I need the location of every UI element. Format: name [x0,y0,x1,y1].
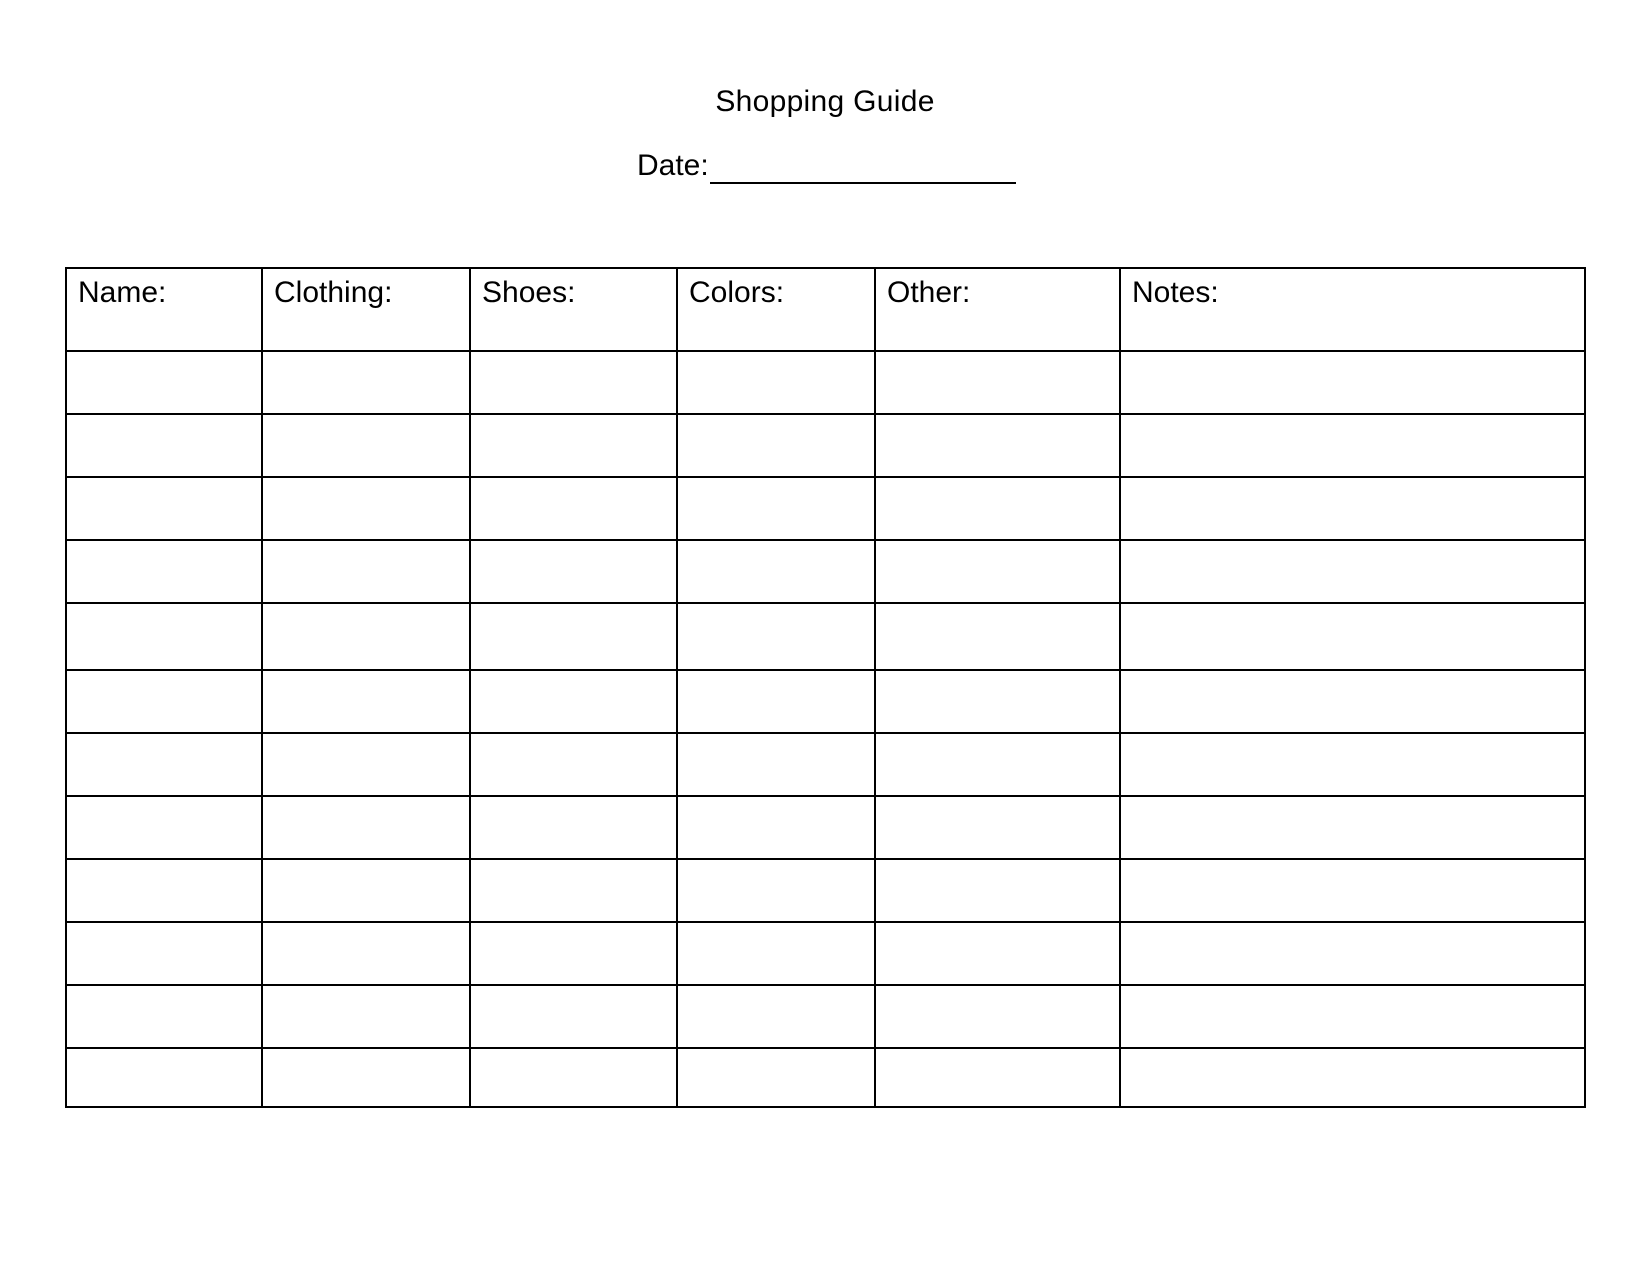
table-cell[interactable] [262,351,470,414]
column-header-colors [677,268,875,351]
table-cell[interactable] [875,796,1120,859]
table-cell[interactable] [262,796,470,859]
table-cell[interactable] [677,985,875,1048]
table-cell[interactable] [1120,603,1585,670]
table-cell[interactable] [470,859,677,922]
table-cell[interactable] [677,414,875,477]
table-row [66,796,1585,859]
table-cell[interactable] [66,859,262,922]
table-cell[interactable] [262,733,470,796]
table-cell[interactable] [66,670,262,733]
table-cell[interactable] [1120,859,1585,922]
table-cell[interactable] [66,477,262,540]
table-cell[interactable] [262,540,470,603]
date-blank-line[interactable] [710,152,1016,184]
table-cell[interactable] [470,477,677,540]
table-cell[interactable] [1120,985,1585,1048]
table-cell[interactable] [66,733,262,796]
column-header-label: Shoes: [482,276,576,309]
table-cell[interactable] [677,796,875,859]
table-cell[interactable] [677,670,875,733]
table-cell[interactable] [677,733,875,796]
table-cell[interactable] [1120,414,1585,477]
table-row [66,670,1585,733]
column-header-notes [1120,268,1585,351]
table-row [66,1048,1585,1107]
table-cell[interactable] [66,1048,262,1107]
table-cell[interactable] [875,603,1120,670]
table-cell[interactable] [677,477,875,540]
table-cell[interactable] [677,859,875,922]
table-cell[interactable] [262,414,470,477]
table-cell[interactable] [262,1048,470,1107]
table-cell[interactable] [262,922,470,985]
table-cell[interactable] [470,922,677,985]
table-cell[interactable] [470,351,677,414]
table-row [66,351,1585,414]
table-cell[interactable] [66,922,262,985]
table-row [66,733,1585,796]
table-cell[interactable] [1120,733,1585,796]
table-row [66,859,1585,922]
table-row [66,477,1585,540]
column-header-label: Notes: [1132,276,1219,309]
table-cell[interactable] [677,540,875,603]
table-row [66,540,1585,603]
table-cell[interactable] [66,351,262,414]
table-cell[interactable] [875,1048,1120,1107]
column-header-shoes [470,268,677,351]
table-cell[interactable] [1120,477,1585,540]
header-row [66,268,1585,351]
table-cell[interactable] [875,670,1120,733]
table-cell[interactable] [875,477,1120,540]
column-header-other [875,268,1120,351]
table-cell[interactable] [470,540,677,603]
table-row [66,414,1585,477]
table-cell[interactable] [262,477,470,540]
table-cell[interactable] [677,1048,875,1107]
date-field [637,146,1016,184]
table-cell[interactable] [262,985,470,1048]
table-cell[interactable] [677,351,875,414]
table-cell[interactable] [470,603,677,670]
column-header-name [66,268,262,351]
table-cell[interactable] [66,796,262,859]
table-cell[interactable] [66,540,262,603]
table-cell[interactable] [677,603,875,670]
table-cell[interactable] [470,1048,677,1107]
table-cell[interactable] [875,859,1120,922]
table-cell[interactable] [875,733,1120,796]
column-header-clothing [262,268,470,351]
table-cell[interactable] [262,603,470,670]
table-cell[interactable] [875,540,1120,603]
table-cell[interactable] [875,922,1120,985]
table-row [66,985,1585,1048]
column-header-label: Name: [78,276,167,309]
table-cell[interactable] [262,859,470,922]
table-cell[interactable] [262,670,470,733]
table-row [66,603,1585,670]
table-cell[interactable] [1120,670,1585,733]
table-cell[interactable] [66,985,262,1048]
table-cell[interactable] [875,414,1120,477]
table-cell[interactable] [470,414,677,477]
table-cell[interactable] [66,603,262,670]
table-row [66,922,1585,985]
column-header-label: Colors: [689,276,785,309]
table-cell[interactable] [470,733,677,796]
page-title: Shopping Guide [715,85,935,118]
table-cell[interactable] [1120,922,1585,985]
table-cell[interactable] [470,796,677,859]
table-cell[interactable] [1120,540,1585,603]
table-cell[interactable] [875,985,1120,1048]
column-header-label: Clothing: [274,276,393,309]
date-label: Date: [637,149,709,182]
table-cell[interactable] [677,922,875,985]
shopping-guide-table [65,267,1586,1108]
table-cell[interactable] [1120,796,1585,859]
table-body [66,351,1585,1107]
table-cell[interactable] [66,414,262,477]
table-cell[interactable] [1120,1048,1585,1107]
table-cell[interactable] [1120,351,1585,414]
table-cell[interactable] [875,351,1120,414]
table-cell[interactable] [470,985,677,1048]
column-header-label: Other: [887,276,971,309]
table-cell[interactable] [470,670,677,733]
